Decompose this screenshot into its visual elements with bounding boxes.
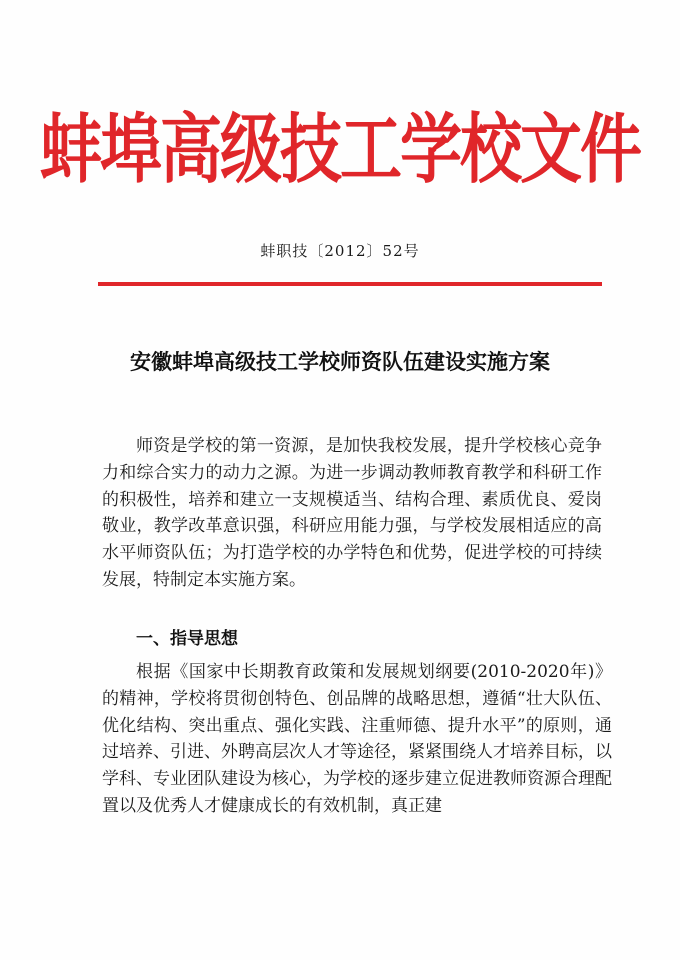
document-number: 蚌职技〔2012〕52号 (260, 242, 420, 260)
section-heading: 一、指导思想 (136, 629, 238, 649)
red-divider-line (98, 282, 602, 286)
intro-paragraph: 师资是学校的第一资源，是加快我校发展，提升学校核心竞争力和综合实力的动力之源。为进一步调动教师教育教学和科研工作的积极性，培养和建立一支规模适当、结构合理、素质优良、爱岗敬业，教学改革意识强，科研应用能力强，与学校发展相适应的高水平师资队伍；为打造学校的办学特色和优势，促进学校的可持续发展，特制定本实施方案。 (102, 436, 602, 590)
document-header-title: 蚌埠高级技工学校文件 (39, 104, 640, 194)
document-title: 安徽蚌埠高级技工学校师资队伍建设实施方案 (130, 349, 550, 374)
section-paragraph: 根据《国家中长期教育政策和发展规划纲要(2010-2020年)》的精神，学校将贯彻创特色、创品牌的战略思想，遵循“壮大队伍、优化结构、突出重点、强化实践、注重师德、提升水平”的原则，通过培养、引进、外聘高层次人才等途径，紧紧围绕人才培养目标，以学科、专业团队建设为核心，为学校的逐步建立促进教师资源合理配置以及优秀人才健康成长的有效机制，真正建 (102, 662, 612, 816)
